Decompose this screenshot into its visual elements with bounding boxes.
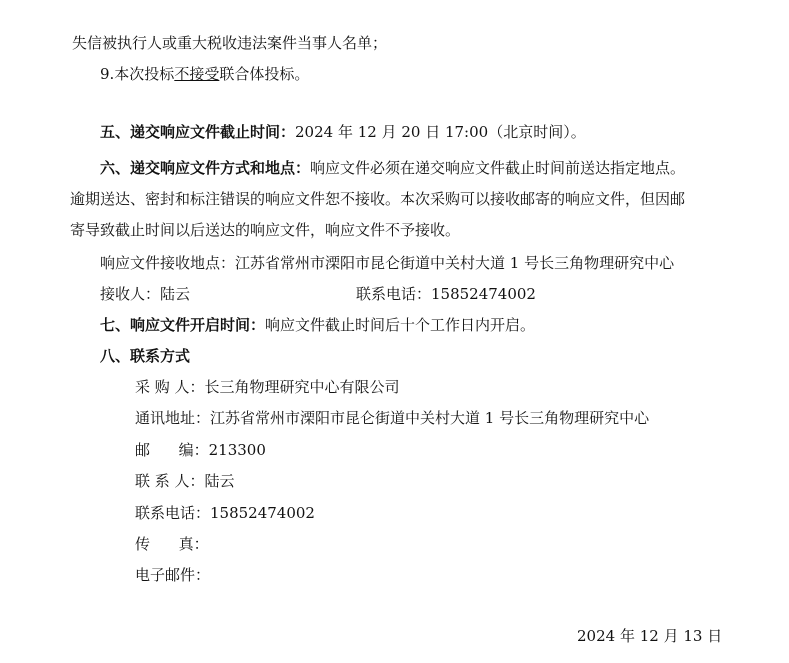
- section-6-line-3: 寄导致截止时间以后送达的响应文件，响应文件不予接收。: [70, 221, 461, 239]
- section-6-line-2: 逾期送达、密封和标注错误的响应文件恕不接收。本次采购可以接收邮寄的响应文件，但因邮: [70, 190, 686, 208]
- section-6-body-1: 响应文件必须在递交响应文件截止时间前送达指定地点。: [310, 159, 686, 177]
- section-5: [100, 122, 586, 142]
- section-5-heading: 五、递交响应文件截止时间：: [100, 123, 296, 141]
- section-6-line-1: [100, 158, 685, 178]
- fax: 传 真：: [135, 535, 209, 553]
- clause-9: [100, 64, 309, 84]
- document-date: 2024 年 12 月 13 日: [577, 627, 723, 645]
- contact-phone: 联系电话：15852474002: [135, 504, 315, 522]
- section-5-body: 2024 年 12 月 20 日 17:00（北京时间）。: [295, 123, 586, 141]
- section-6-heading: 六、递交响应文件方式和地点：: [100, 159, 311, 177]
- receiving-address: 响应文件接收地点：江苏省常州市溧阳市昆仑街道中关村大道 1 号长三角物理研究中心: [100, 254, 675, 272]
- clause-9-underlined: 不接受: [174, 65, 220, 83]
- section-7-heading: 七、响应文件开启时间：: [100, 316, 266, 334]
- recipient: 接收人：陆云: [100, 285, 191, 303]
- postcode: 邮 编：213300: [135, 441, 266, 459]
- recipient-phone: 联系电话：15852474002: [356, 285, 536, 303]
- email: 电子邮件：: [135, 566, 211, 584]
- clause-8-tail: 失信被执行人或重大税收违法案件当事人名单；: [72, 34, 388, 52]
- section-7: [100, 315, 535, 335]
- mailing-address: 通讯地址：江苏省常州市溧阳市昆仑街道中关村大道 1 号长三角物理研究中心: [135, 409, 650, 427]
- clause-9-prefix: 9.本次投标: [100, 65, 175, 83]
- purchaser: 采 购 人：长三角物理研究中心有限公司: [135, 378, 400, 396]
- contact-person: 联 系 人：陆云: [135, 472, 235, 490]
- section-7-body: 响应文件截止时间后十个工作日内开启。: [265, 316, 536, 334]
- clause-9-suffix: 联合体投标。: [219, 65, 310, 83]
- section-8-heading: 八、联系方式: [100, 347, 191, 365]
